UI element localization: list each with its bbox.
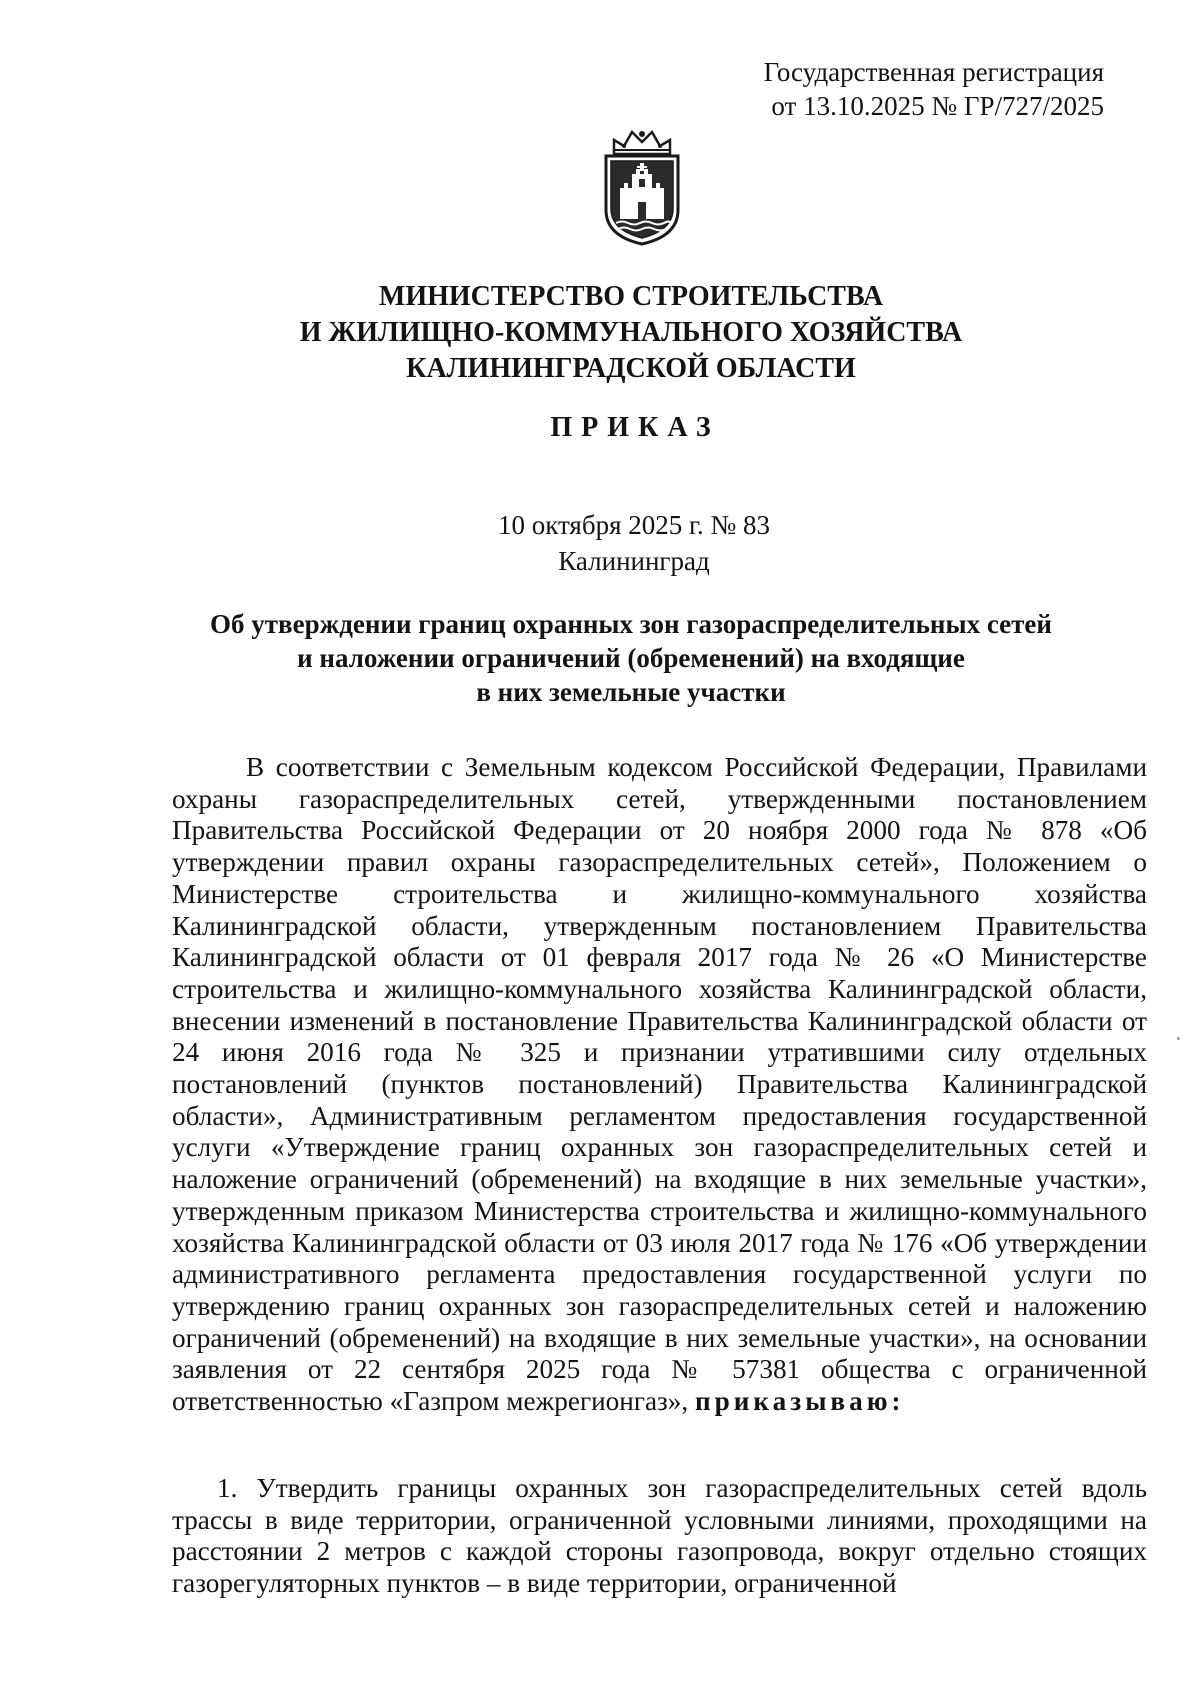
ministry-line-3: КАЛИНИНГРАДСКОЙ ОБЛАСТИ [406,353,856,384]
registration-stamp [764,55,1104,123]
ministry-name [0,279,1200,387]
ministry-line-2: И ЖИЛИЩНО-КОММУНАЛЬНОГО ХОЗЯЙСТВА [299,317,963,348]
subject-line-3: в них земельные участки [476,677,786,707]
order-item-1: 1. Утвердить границы охранных зон газораспределительных сетей вдоль трассы в виде территории, ограниченной условными линиями, проходящими на расстоянии 2 метров с каждой стороны газопровода, вокруг отдельно стоящих газорегуляторных пунктов – в виде территории, ограниченной [172,1473,1147,1599]
scan-speck [1177,1037,1180,1040]
order-subject [0,607,1200,709]
preamble-paragraph [172,752,1147,1418]
date-and-place [0,507,1200,579]
coat-of-arms-icon [600,124,684,248]
order-date-number: 10 октября 2025 г. № 83 [497,510,771,540]
order-word: приказываю: [694,1386,905,1417]
registration-line-1: Государственная регистрация [763,57,1104,87]
subject-line-2: и наложении ограничений (обременений) на входящие [297,643,965,673]
order-place: Калининград [558,546,710,576]
document-type-title: ПРИКАЗ [550,412,720,443]
registration-line-2: от 13.10.2025 № ГР/727/2025 [771,91,1104,121]
ministry-line-1: МИНИСТЕРСТВО СТРОИТЕЛЬСТВА [378,281,884,312]
subject-line-1: Об утверждении границ охранных зон газораспределительных сетей [210,609,1052,639]
preamble-text: В соответствии с Земельным кодексом Российской Федерации, Правилами охраны газораспределительных сетей, утвержденными постановлением Правительства Российской Федерации от 20 ноября 2000 года № 878 «Об утверждении правил охраны газораспределительных сетей», Положением о Министерстве строительства и жилищно-коммунального хозяйства Калининградской области, утвержденным постановлением Правительства Калининградской области от 01 февраля 2017 года № 26 «О Министерстве строительства и жилищно-коммунального хозяйства Калининградской области, внесении изменений в постановление Правительства Калининградской области от 24 июня 2016 года № 325 и признании утратившими силу отдельных постановлений (пунктов постановлений) Правительства Калининградской области», Административным регламентом предоставления государственной услуги «Утверждение границ охранных зон газораспределительных сетей и наложение ограничений (обременений) на входящие в них земельные участки», утвержденным приказом Министерства строительства и жилищно-коммунального хозяйства Калининградской области от 03 июля 2017 года № 176 «Об утверждении административного регламента предоставления государственной услуги по утверждению границ охранных зон газораспределительных сетей и наложению ограничений (обременений) на входящие в них земельные участки», на основании заявления от 22 сентября 2025 года № 57381 общества с ограниченной ответственностью «Газпром межрегионгаз», [172,752,1147,1417]
